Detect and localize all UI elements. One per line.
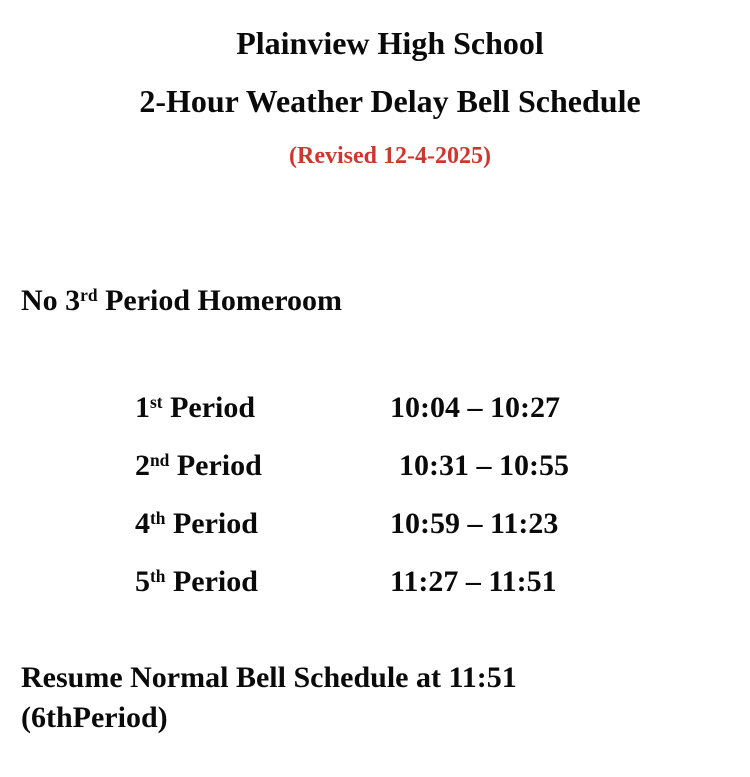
period-word: Period <box>165 565 258 598</box>
period-number: 2 <box>135 449 150 482</box>
ordinal-superscript: st <box>150 392 163 413</box>
period-number: 4 <box>135 507 150 540</box>
period-time-range: 10:31 – 10:55 <box>399 449 569 482</box>
period-label <box>135 390 390 429</box>
document-subtitle: 2-Hour Weather Delay Bell Schedule <box>139 83 641 119</box>
period-time-range: 10:59 – 11:23 <box>390 507 559 540</box>
period-time-range: 11:27 – 11:51 <box>390 565 557 598</box>
period-number: 1 <box>135 391 150 424</box>
period-word: Period <box>169 449 262 482</box>
resume-schedule-note: Resume Normal Bell Schedule at 11:51 <box>21 661 517 694</box>
title-block <box>0 0 750 170</box>
schedule-row <box>135 564 750 603</box>
footer-block <box>21 658 750 738</box>
no-homeroom-heading <box>21 283 750 322</box>
period-label <box>135 564 390 603</box>
sixth-period-note: (6thPeriod) <box>21 701 168 734</box>
no-homeroom-suffix: Period Homeroom <box>97 284 342 317</box>
ordinal-superscript: th <box>150 508 166 529</box>
schedule-row <box>135 506 750 545</box>
period-time-range: 10:04 – 10:27 <box>390 391 560 424</box>
document-title: Plainview High School <box>236 25 544 61</box>
period-word: Period <box>162 391 256 424</box>
ordinal-superscript: nd <box>150 450 170 471</box>
period-label <box>135 506 390 545</box>
bell-schedule-table <box>135 390 750 603</box>
period-word: Period <box>165 507 258 540</box>
revision-note: (Revised 12-4-2025) <box>289 143 491 169</box>
schedule-row <box>135 448 750 487</box>
no-homeroom-prefix: No 3 <box>21 284 81 317</box>
period-label <box>135 448 390 487</box>
ordinal-superscript: rd <box>80 285 98 306</box>
ordinal-superscript: th <box>150 566 166 587</box>
period-number: 5 <box>135 565 150 598</box>
schedule-row <box>135 390 750 429</box>
